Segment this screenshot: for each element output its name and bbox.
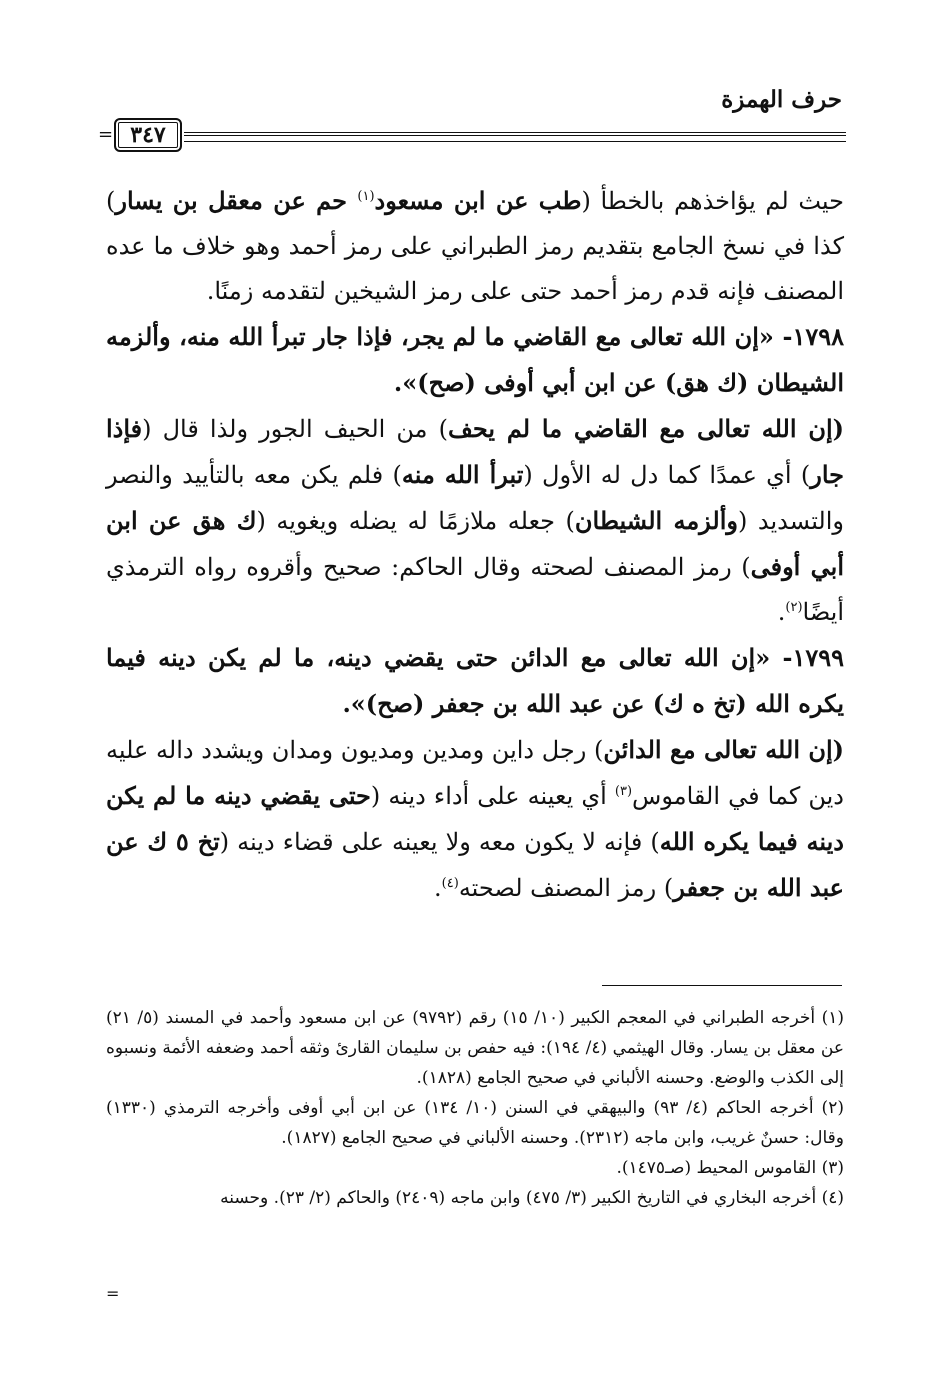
footnote-separator: [602, 985, 842, 986]
footnote-1: (١) أخرجه الطبراني في المعجم الكبير (١٠/ ١٥) رقم (٩٧٩٢) عن ابن مسعود وأحمد في المسند (٥/ ٢١) عن معقل بن يسار. وقال الهيثمي (٤/ ١٩٤): فيه حفص بن سليمان القارئ وثقه أحمد وضعفه الأئمة ونسبوه إلى الكذب والوضع. وحسنه الألباني في صحيح الجامع (١٨٢٨).: [106, 1008, 844, 1088]
footnote-ref: (٢): [785, 600, 803, 615]
footnote-3: (٣) القاموس المحيط (صـ١٤٧٥).: [616, 1158, 844, 1178]
header-equals-mark: =: [98, 124, 114, 145]
main-text: [106, 178, 844, 911]
footnote-4: (٤) أخرجه البخاري في التاريخ الكبير (٣/ ٤٧٥) وابن ماجه (٢٤٠٩) والحاكم (٢/ ٢٣). وحسنه: [220, 1188, 844, 1208]
footnotes: [106, 1003, 844, 1213]
header-double-line: [184, 132, 846, 142]
footnote-ref: (٣): [614, 784, 633, 799]
paragraph-intro: حيث لم يؤاخذهم بالخطأ (طب عن ابن مسعود$^{(١)}$ حم عن معقل بن يسار) كذا في نسخ الجامع بتقديم رمز الطبراني على رمز أحمد وهو خلاف ما عده المصنف فإنه قدم رمز أحمد حتى على رمز الشيخين لتقدمه زمنًا.: [106, 186, 844, 305]
hadith-1798: ١٧٩٨- «إن الله تعالى مع القاضي ما لم يجر، فإذا جار تبرأ الله منه، وألزمه الشيطان (ك هق) عن ابن أبي أوفى (صح)».: [106, 322, 844, 397]
footnote-continuation-mark: =: [106, 1284, 120, 1303]
hadith-1799: ١٧٩٩- «إن الله تعالى مع الدائن حتى يقضي دينه، ما لم يكن دينه فيما يكره الله (تخ ه ك) عن عبد الله بن جعفر (صح)».: [106, 643, 844, 718]
commentary-1798: (إن الله تعالى مع القاضي ما لم يحف) من الحيف الجور ولذا قال (فإذا جار) أي عمدًا كما دل له الأول (تبرأ الله منه) فلم يكن معه بالتأييد والنصر والتسديد (وألزمه الشيطان) جعله ملازمًا له يضله ويغويه (ك هق عن ابن أبي أوفى) رمز المصنف لصحته وقال الحاكم: صحيح وأقروه رواه الترمذي أيضًا$^{(٢)}$.: [106, 414, 845, 626]
page-number: ٣٤٧: [114, 118, 182, 152]
footnote-2: (٢) أخرجه الحاكم (٤/ ٩٣) والبيهقي في السنن (١٠/ ١٣٤) عن ابن أبي أوفى وأخرجه الترمذي (١٣٣٠) وقال: حسنٌ غريب، وابن ماجه (٢٣١٢). وحسنه الألباني في صحيح الجامع (١٨٢٧).: [106, 1098, 844, 1148]
footnote-ref: (٤): [441, 876, 459, 891]
running-title: حرف الهمزة: [721, 86, 842, 113]
footnote-ref: (١): [357, 189, 375, 204]
commentary-1799: (إن الله تعالى مع الدائن) رجل داين ومدين ومديون ومدان ويشدد داله عليه دين كما في القاموس$^{(٣)}$ أي يعينه على أداء دينه (حتى يقضي دينه ما لم يكن دينه فيما يكره الله) فإنه لا يكون معه ولا يعينه على قضاء دينه (تخ ٥ ك عن عبد الله بن جعفر) رمز المصنف لصحته$^{(٤)}$.: [106, 735, 845, 902]
header-rule: [98, 118, 846, 154]
